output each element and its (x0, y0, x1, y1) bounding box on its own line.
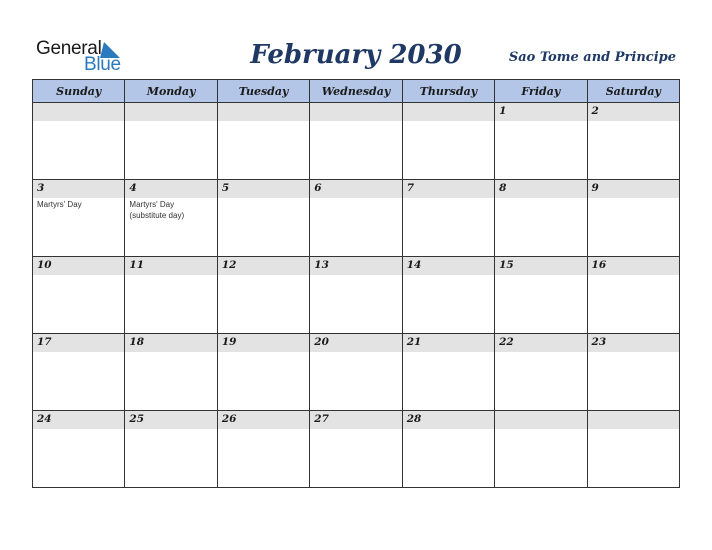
day-number: 28 (406, 413, 422, 425)
day-number: 17 (37, 336, 52, 348)
empty-day-cell (402, 103, 494, 180)
day-number: 14 (406, 259, 422, 271)
day-number: 9 (591, 182, 599, 194)
day-number: 21 (406, 336, 422, 348)
weekday-header: Tuesday (217, 80, 309, 103)
day-cell (587, 334, 679, 411)
day-number: 5 (221, 182, 230, 194)
day-number-bar (495, 334, 586, 352)
week-row (33, 103, 680, 180)
day-number: 2 (591, 105, 599, 117)
day-number-bar (310, 257, 401, 275)
logo-text-blue: Blue (84, 54, 121, 75)
day-number-bar (495, 257, 586, 275)
day-number-bar (310, 180, 401, 198)
day-number: 26 (221, 413, 237, 425)
day-number-bar (33, 180, 124, 198)
day-cell (217, 411, 309, 488)
day-number-bar (588, 334, 679, 352)
weekday-header-row (33, 80, 680, 103)
day-cell (402, 257, 494, 334)
day-number-bar (33, 257, 124, 275)
day-number: 6 (314, 182, 322, 194)
day-number: 27 (314, 413, 329, 425)
weekday-header: Friday (495, 80, 587, 103)
day-number: 12 (221, 259, 237, 271)
day-number-bar (33, 103, 124, 121)
weekday-header: Thursday (402, 80, 494, 103)
country-name: Sao Tome and Principe (508, 50, 676, 65)
day-cell (310, 334, 402, 411)
day-cell (125, 334, 217, 411)
day-number: 22 (499, 336, 514, 348)
day-cell (495, 334, 587, 411)
day-number-bar (125, 180, 216, 198)
day-number-bar (403, 334, 494, 352)
day-cell (125, 257, 217, 334)
day-number-bar (310, 334, 401, 352)
day-number-bar (125, 334, 216, 352)
day-cell (310, 257, 402, 334)
day-number-bar (310, 103, 401, 121)
day-number-bar (588, 103, 679, 121)
day-cell (125, 411, 217, 488)
day-cell (587, 257, 679, 334)
week-row (33, 334, 680, 411)
day-number: 11 (129, 259, 145, 271)
day-number: 24 (37, 413, 52, 425)
day-cell (587, 103, 679, 180)
calendar-body (33, 103, 680, 488)
day-number: 3 (37, 182, 45, 194)
day-cell (125, 180, 217, 257)
week-row (33, 257, 680, 334)
day-number-bar (495, 103, 586, 121)
empty-day-cell (125, 103, 217, 180)
day-number-bar (588, 257, 679, 275)
day-number-bar (495, 411, 586, 429)
holiday-label: Martyrs' Day (substitute day) (129, 200, 185, 220)
day-number-bar (218, 411, 309, 429)
day-number-bar (588, 411, 679, 429)
day-cell (402, 334, 494, 411)
day-cell (310, 411, 402, 488)
day-number-bar (218, 257, 309, 275)
day-number-bar (403, 103, 494, 121)
day-number: 16 (591, 259, 607, 271)
day-cell (33, 180, 125, 257)
day-number-bar (310, 411, 401, 429)
weekday-header: Monday (125, 80, 217, 103)
empty-day-cell (310, 103, 402, 180)
day-cell (495, 103, 587, 180)
empty-day-cell (217, 103, 309, 180)
holiday-label: Martyrs' Day (37, 200, 82, 209)
weekday-header: Sunday (33, 80, 125, 103)
weekday-header: Saturday (587, 80, 679, 103)
day-cell (495, 180, 587, 257)
day-number: 4 (129, 182, 137, 194)
day-number-bar (588, 180, 679, 198)
day-cell (217, 257, 309, 334)
day-number: 1 (499, 105, 507, 117)
day-number-bar (125, 257, 216, 275)
day-number: 19 (221, 336, 237, 348)
day-number-bar (33, 411, 124, 429)
day-number-bar (218, 180, 309, 198)
day-number: 10 (37, 259, 52, 271)
day-cell (495, 257, 587, 334)
day-cell (402, 411, 494, 488)
day-number: 18 (129, 336, 145, 348)
calendar-title: February 2030 (250, 40, 462, 70)
day-number-bar (125, 411, 216, 429)
day-number: 23 (591, 336, 607, 348)
day-cell (33, 411, 125, 488)
day-cell (402, 180, 494, 257)
day-cell (217, 334, 309, 411)
empty-day-cell (33, 103, 125, 180)
day-cell (310, 180, 402, 257)
day-number-bar (495, 180, 586, 198)
day-cell (33, 257, 125, 334)
week-row (33, 180, 680, 257)
logo-text-general: General (36, 38, 102, 59)
week-row (33, 411, 680, 488)
day-cell (217, 180, 309, 257)
day-number: 7 (406, 182, 414, 194)
day-number: 25 (129, 413, 145, 425)
day-number-bar (403, 180, 494, 198)
day-number-bar (33, 334, 124, 352)
day-number-bar (403, 411, 494, 429)
day-number-bar (403, 257, 494, 275)
empty-day-cell (495, 411, 587, 488)
day-number: 20 (314, 336, 329, 348)
empty-day-cell (587, 411, 679, 488)
day-number-bar (218, 103, 309, 121)
day-number: 15 (499, 259, 514, 271)
day-cell (587, 180, 679, 257)
calendar-grid (32, 79, 680, 488)
day-number: 13 (314, 259, 329, 271)
weekday-header: Wednesday (310, 80, 402, 103)
day-cell (33, 334, 125, 411)
day-number-bar (218, 334, 309, 352)
day-number: 8 (499, 182, 507, 194)
day-number-bar (125, 103, 216, 121)
